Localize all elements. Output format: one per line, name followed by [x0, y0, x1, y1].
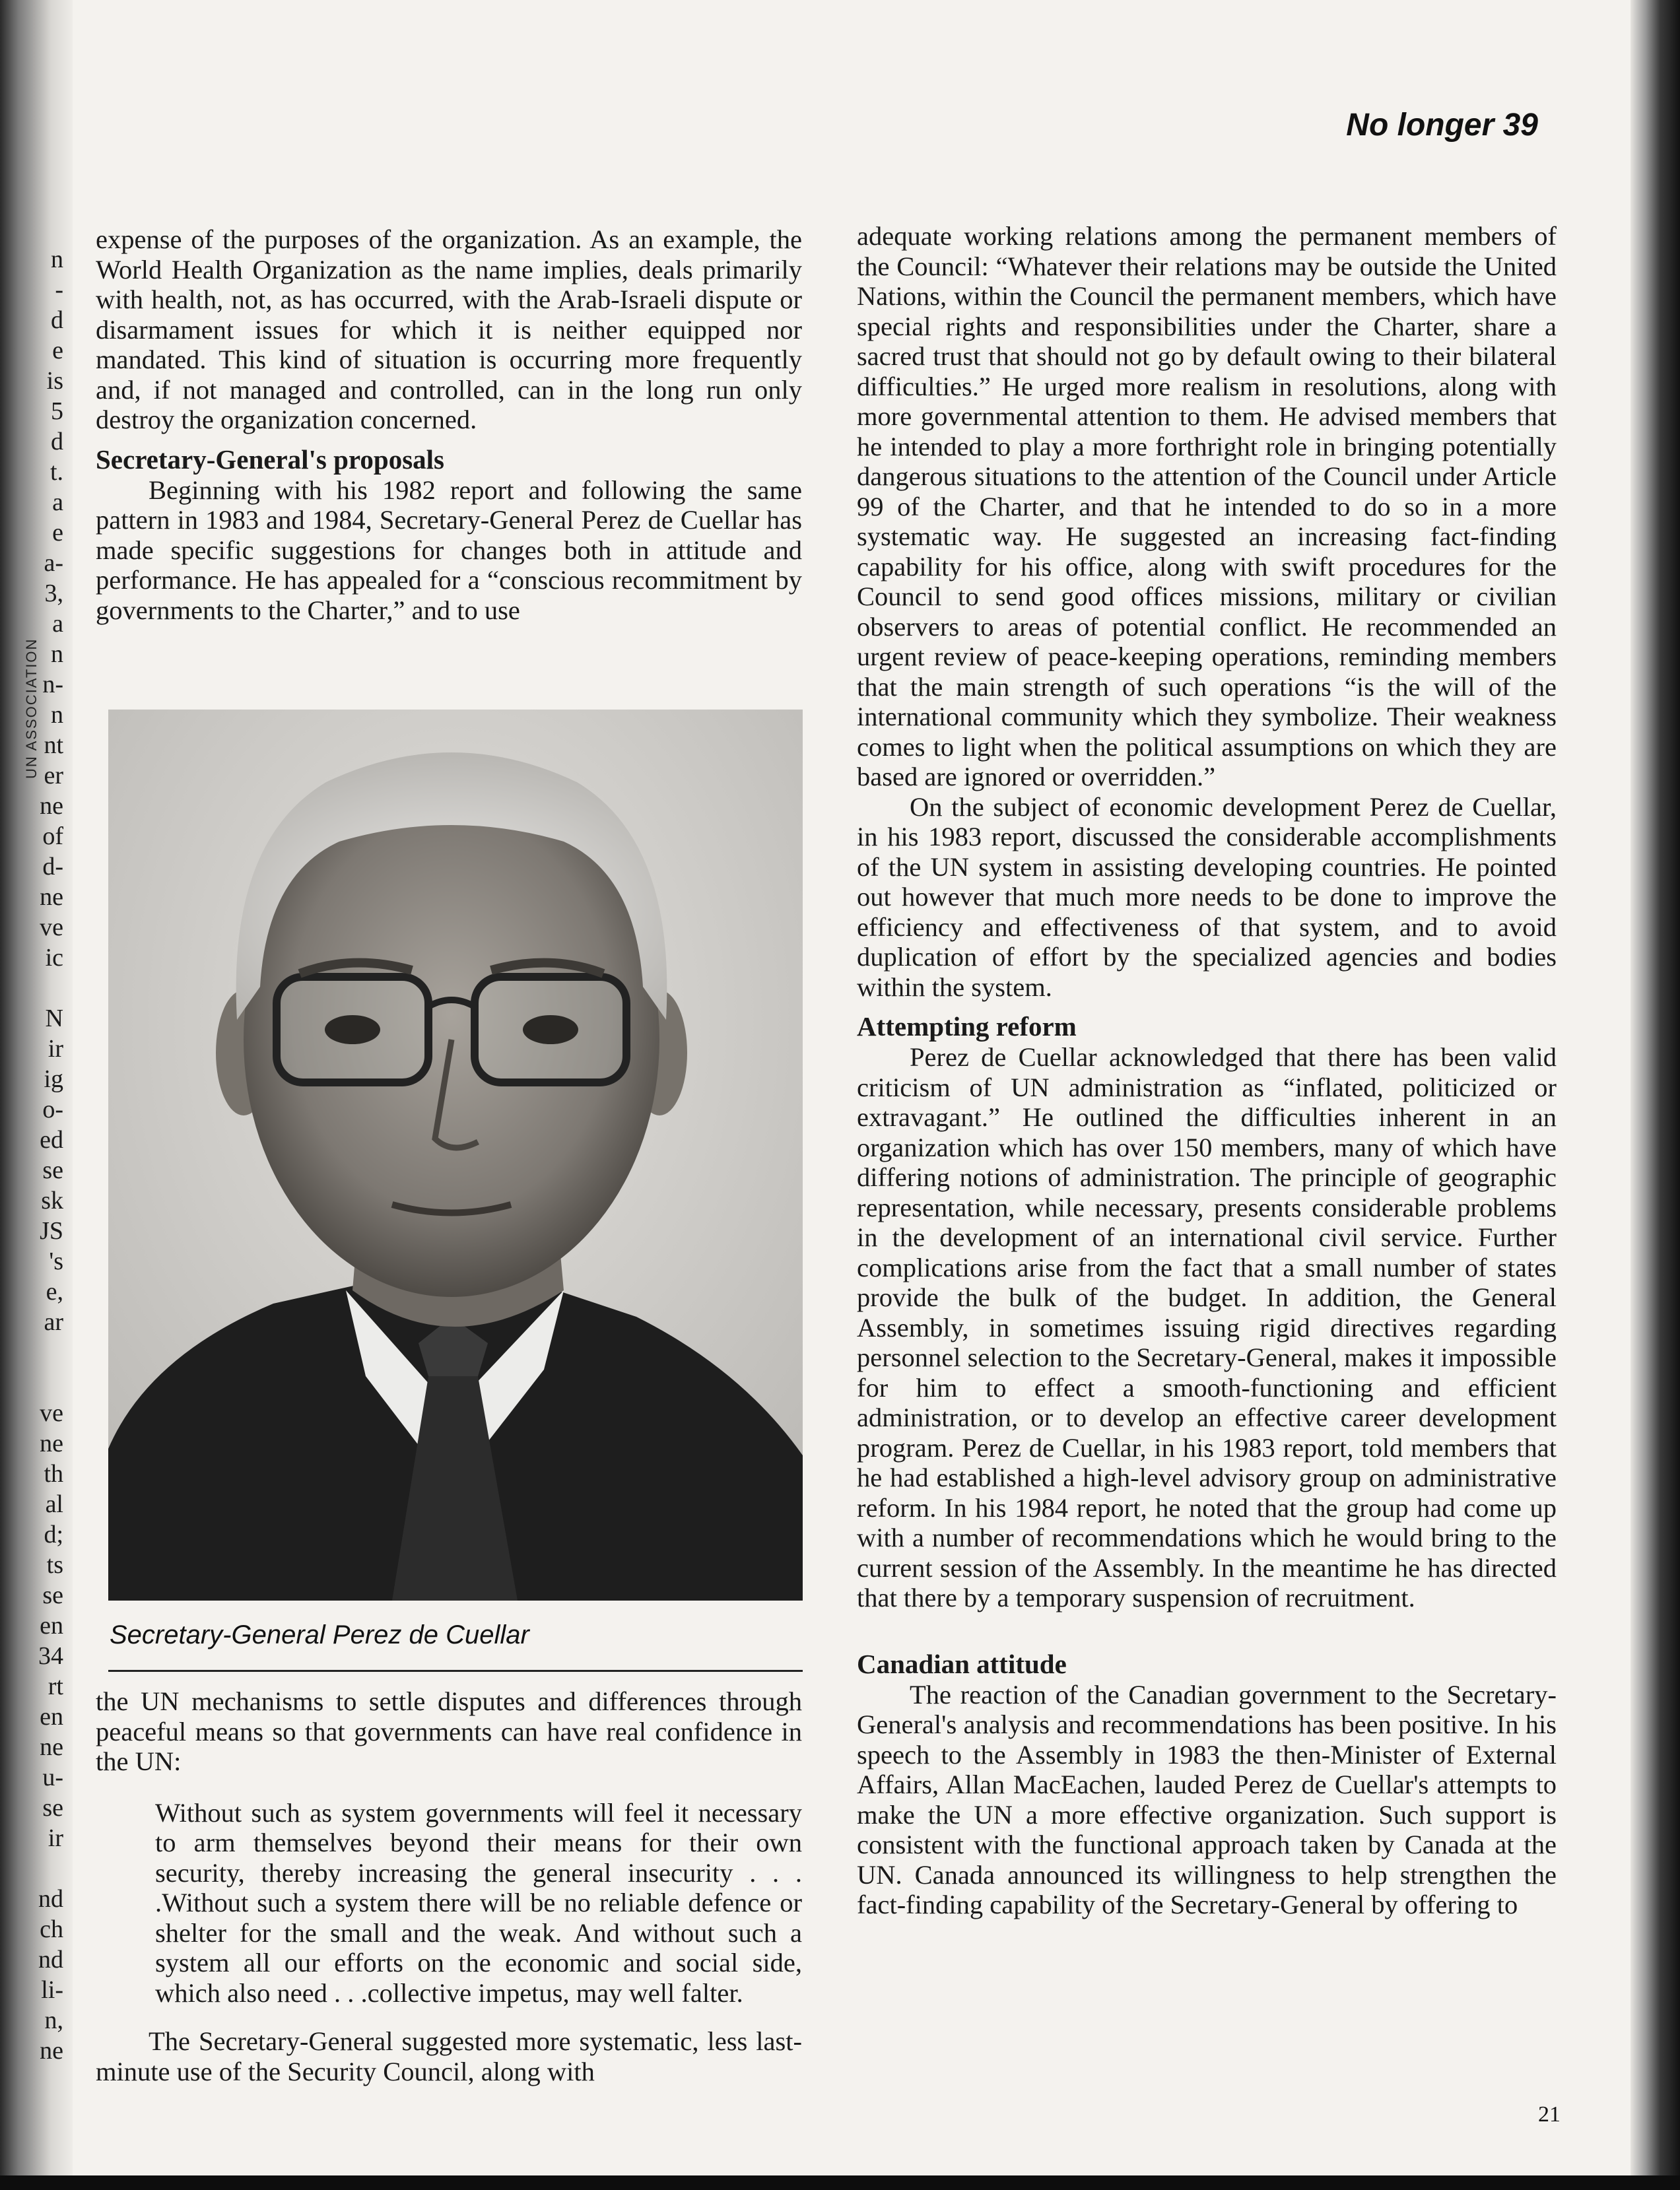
spacer — [857, 1613, 1557, 1640]
paragraph-un-mechanisms: the UN mechanisms to settle disputes and differences through peaceful means so that governments can have real confidence in the UN: — [96, 1686, 802, 1776]
photo-caption: Secretary-General Perez de Cuellar — [110, 1620, 529, 1649]
previous-page-fragment: e — [52, 337, 63, 364]
caption-rule — [108, 1670, 803, 1672]
previous-page-fragment: ve — [40, 913, 63, 941]
previous-page-fragment: is — [46, 367, 63, 395]
scan-bottom-edge — [0, 2175, 1680, 2190]
previous-page-fragment: en — [40, 1703, 63, 1731]
previous-page-fragment: d — [51, 306, 63, 334]
paragraph-canadian: The reaction of the Canadian government to the Secretary-General's analysis and recommendations has been positive. In his speech to the Assembly in 1983 the then-Minister of External Affairs, Allan MacEachen, lauded Perez de Cuellar's attempts to make the UN a more effective organization. Such support is consistent with the functional approach taken by Canada at the UN. Canada announced its willingness to help strengthen the fact-finding capability of the Secretary-General by offering to — [857, 1679, 1557, 1919]
previous-page-fragment: ed — [40, 1126, 63, 1154]
previous-page-fragment: nd — [38, 1946, 63, 1974]
previous-page-fragment: a — [52, 610, 63, 638]
previous-page-fragment — [0, 973, 63, 1003]
previous-page-fragment: rt — [48, 1673, 63, 1700]
previous-page-fragment — [0, 1853, 63, 1884]
previous-page-fragment: en — [40, 1612, 63, 1640]
heading-attempting-reform: Attempting reform — [857, 1011, 1077, 1042]
previous-page-fragment: o- — [42, 1096, 63, 1123]
page-number: 21 — [1538, 2102, 1561, 2127]
previous-page-fragment: n — [51, 640, 63, 668]
previous-page-fragment: nt — [44, 731, 63, 759]
paragraph-economic-development: On the subject of economic development Perez de Cuellar, in his 1983 report, discussed the considerable accomplishments of the UN system in assisting developing countries. He pointed out however that much more needs to be done to improve the efficiency and effectiveness of that system, and to avoid duplication of effort by the specialized agencies and bodies within the system. — [857, 791, 1557, 1002]
previous-page-fragment: ve — [40, 1399, 63, 1427]
previous-page-fragment: ts — [46, 1551, 63, 1579]
block-quote-text: Without such as system governments will feel it necessary to arm themselves beyond their means for their own security, thereby increasing the general insecurity . . . .Without such a system there will be no reliable defence or shelter for the small and the weak. And without such a system all our efforts on the economic and social side, which also need . . .collective impetus, may well falter. — [155, 1797, 802, 2008]
previous-page-fragment: ne — [40, 2037, 63, 2065]
previous-page-fragment: se — [42, 1794, 63, 1822]
previous-page-fragment: se — [42, 1156, 63, 1184]
previous-page-fragment: th — [44, 1460, 63, 1488]
spacer — [96, 2008, 802, 2026]
previous-page-fragment: d — [51, 428, 63, 455]
previous-page-fragment: sk — [41, 1187, 63, 1214]
previous-page-fragment: d- — [42, 853, 63, 880]
previous-page-fragment: n — [51, 246, 63, 273]
running-head: No longer 39 — [1346, 108, 1538, 143]
previous-page-fragment: n, — [44, 2007, 63, 2034]
previous-page-fragment: 's — [49, 1247, 63, 1275]
heading-secretary-general-proposals: Secretary-General's proposals — [96, 444, 444, 475]
paragraph-reform: Perez de Cuellar acknowledged that there has been valid criticism of UN administration as “inflated, politicized or extravagant.” He outlined the difficulties inherent in an organization which has over 150 members, many of which have differing notions of administration. The principle of geographic representation, while necessary, presents considerable problems in the development of an international civil service. Further complications arise from the fact that a small number of states provide the bulk of the budget. In addition, the General Assembly, in sometimes issuing rigid directives regarding personnel selection to the Secretary-General, makes it impossible for him to effect a smooth-functioning and efficient administration, or to develop an effective career development program. Perez de Cuellar, in his 1983 report, told members that he had established a high-level advisory group on administrative reform. In his 1984 report, he noted that the group had come up with a number of recommendations which he would bring to the current session of the Assembly. In the meantime he has directed that there by a temporary suspension of recruitment. — [857, 1042, 1557, 1612]
previous-page-fragment — [0, 1368, 63, 1398]
portrait-photo — [108, 710, 803, 1601]
previous-page-fragment: - — [55, 276, 63, 304]
previous-page-fragment-column — [0, 244, 63, 2066]
paragraph-proposals: Beginning with his 1982 report and following the same pattern in 1983 and 1984, Secretary-General Perez de Cuellar has made specific suggestions for changes both in attitude and performance. He has appealed for a “conscious recommitment by governments to the Charter,” and to use — [96, 475, 802, 625]
previous-page-fragment: ne — [40, 1733, 63, 1761]
previous-page-fragment: li- — [41, 1976, 63, 2004]
column-left-bottom — [96, 1686, 802, 2086]
previous-page-fragment: ne — [40, 883, 63, 911]
previous-page-fragment: n- — [42, 671, 63, 698]
paragraph-left-top: expense of the purposes of the organization. As an example, the World Health Organization as the name implies, deals primarily with health, not, as has occurred, with the Arab-Israeli dispute or disarmament issues for which it is neither equipped nor mandated. This kind of situation is occurring more frequently and, if not managed and controlled, can in the long run only destroy the organization concerned. — [96, 224, 802, 434]
previous-page-fragment: t. — [50, 458, 63, 486]
previous-page-fragment: ne — [40, 792, 63, 820]
previous-page-fragment: ch — [40, 1915, 63, 1943]
previous-page-fragment: ir — [48, 1035, 63, 1063]
previous-page-fragment — [0, 1337, 63, 1368]
previous-page-fragment: n — [51, 701, 63, 729]
previous-page-fragment: se — [42, 1581, 63, 1609]
previous-page-fragment: d; — [44, 1521, 63, 1548]
previous-page-fragment: 3, — [44, 580, 63, 607]
previous-page-fragment: ir — [48, 1824, 63, 1852]
previous-page-fragment: nd — [38, 1885, 63, 1913]
previous-page-fragment: JS — [40, 1217, 63, 1245]
column-right — [857, 221, 1557, 1920]
paragraph-security-council: The Secretary-General suggested more systematic, less last-minute use of the Security Council, along with — [96, 2026, 802, 2086]
heading-canadian-attitude: Canadian attitude — [857, 1648, 1067, 1679]
page-gutter-right — [1630, 0, 1680, 2190]
previous-page-fragment: N — [45, 1005, 63, 1032]
paragraph-right-1: adequate working relations among the permanent members of the Council: “Whatever their relations may be outside the United Nations, within the Council the permanent members, which have special rights and responsibilities under the Charter, share a sacred trust that should not go by default owing to their bilateral difficulties.” He urged more realism in resolutions, along with more governmental attention to them. He advised members that he intended to play a more forthright role in bringing potentially dangerous situations to the attention of the Council under Article 99 of the Charter, and that he intended to do so in a more systematic way. He suggested an increasing fact-finding capability for his office, along with swift procedures for the Council to send good offices missions, military or civilian observers to areas of potential conflict. He recommended an urgent review of peace-keeping operations, reminding members that the main strength of such operations “is the will of the international community which they symbolize. Their weakness comes to light when the political assumptions on which they are based are ignored or overridden.” — [857, 221, 1557, 791]
previous-page-fragment: ig — [44, 1065, 63, 1093]
previous-page-fragment: e — [52, 519, 63, 547]
previous-page-fragment: a — [52, 488, 63, 516]
previous-page-fragment: 34 — [38, 1642, 63, 1670]
column-left-top — [96, 224, 802, 625]
previous-page-fragment: ne — [40, 1430, 63, 1457]
previous-page-fragment: a- — [44, 549, 63, 577]
previous-page-fragment: al — [45, 1490, 63, 1518]
previous-page-fragment: of — [42, 822, 63, 850]
previous-page-fragment: ar — [44, 1308, 63, 1336]
block-quote — [155, 1798, 802, 2008]
previous-page-fragment: er — [44, 762, 63, 789]
previous-page-fragment: 5 — [51, 397, 63, 425]
previous-page-fragment: u- — [42, 1764, 63, 1791]
previous-page-fragment: ic — [45, 944, 63, 972]
previous-page-fragment: e, — [46, 1278, 63, 1306]
